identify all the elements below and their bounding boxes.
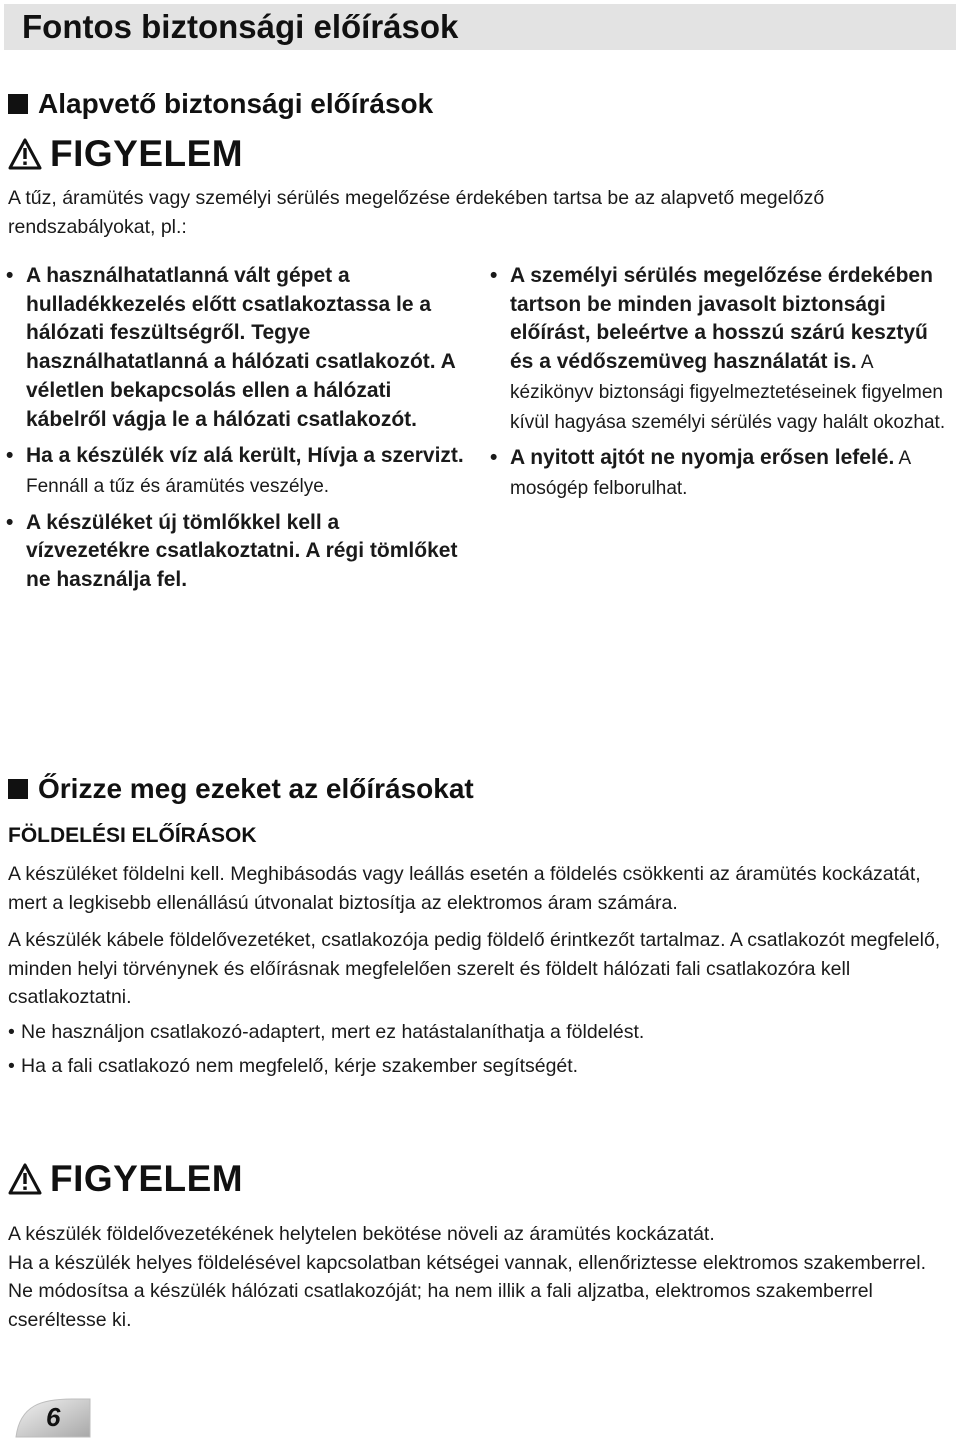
- section-title-text: Alapvető biztonsági előírások: [38, 88, 434, 119]
- list-item-normal-text: A mosógép felborulhat.: [510, 448, 911, 499]
- warning-triangle-icon: [8, 138, 42, 170]
- square-bullet-icon: [8, 94, 28, 114]
- list-item-bold-text: Ha a készülék víz alá került, Hívja a szervizt.: [26, 444, 464, 468]
- page-title: Fontos biztonsági előírások: [22, 8, 459, 45]
- grounding-bullet-list: [8, 1018, 948, 1085]
- section-title-basic: [8, 88, 433, 120]
- list-item-normal-text: A kézikönyv biztonsági figyelmeztetéseinek figyelmen kívül hagyása személyi sérülés vagy halált okozhat.: [510, 352, 946, 433]
- list-item: [6, 442, 468, 501]
- warning-text: A készülék földelővezetékének helytelen bekötése növeli az áramütés kockázatát. Ha a készülék helyes földelésével kapcsolatban kétségei vannak, ellenőriztesse elektromos szakemberrel. Ne módosítsa a készülék hálózati csatlakozóját; ha nem illik a fali aljzatba, elektromos szakemberrel cseréltesse ki.: [8, 1223, 927, 1331]
- warning-intro: A tűz, áramütés vagy személyi sérülés megelőzése érdekében tartsa be az alapvető megelőző rendszabályokat, pl.:: [8, 187, 825, 238]
- list-item-bold-text: A személyi sérülés megelőzése érdekében tartson be minden javasolt biztonsági előírást, beleértve a hosszú szárú kesztyű és a védőszemüveg használatát is.: [510, 264, 933, 374]
- list-item: [6, 509, 468, 596]
- list-item-bold-text: A készüléket új tömlőkkel kell a vízvezetékre csatlakoztatni. A régi tömlőket ne használja fel.: [26, 510, 458, 592]
- grounding-heading: FÖLDELÉSI ELŐÍRÁSOK: [8, 824, 257, 847]
- warning-heading-2: [8, 1158, 243, 1200]
- list-item-normal-text: Fennáll a tűz és áramütés veszélye.: [26, 475, 330, 497]
- page-number-badge: [12, 1395, 94, 1441]
- list-item-bold-text: A használhatatlanná vált gépet a hulladékkezelés előtt csatlakoztassa le a hálózati feszültségről. Tegye használhatatlanná a hálózati csatlakozót. A véletlen bekapcsolás ellen a hálózati kábelről vágja le a hálózati csatlakozót.: [26, 264, 456, 431]
- warning-label: FIGYELEM: [50, 133, 244, 174]
- right-bullet-list: [490, 262, 954, 511]
- warning-heading: [8, 133, 243, 175]
- list-item: [490, 262, 954, 437]
- list-item: • Ha a fali csatlakozó nem megfelelő, kérje szakember segítségét.: [8, 1052, 948, 1081]
- square-bullet-icon: [8, 779, 28, 799]
- page-header-bar: [4, 4, 956, 50]
- list-item: [6, 262, 468, 435]
- grounding-paragraph-1: A készüléket földelni kell. Meghibásodás vagy leállás esetén a földelés csökkenti az áramütés kockázatát, mert a legkisebb ellenállású útvonalat biztosítja az elektromos áram számára.: [8, 863, 921, 914]
- list-item-bold-text: A nyitott ajtót ne nyomja erősen lefelé.: [510, 446, 895, 470]
- section-title-keep: [8, 773, 474, 805]
- list-item: [490, 444, 954, 503]
- section-title-text: Őrizze meg ezeket az előírásokat: [38, 773, 474, 804]
- grounding-paragraph-2: A készülék kábele földelővezetéket, csatlakozója pedig földelő érintkezőt tartalmaz. A csatlakozót megfelelő, minden helyi törvénynek és előírásnak megfelelően szerelt és földelt hálózati fali csatlakozóra kell csatlakoztatni.: [8, 929, 941, 1008]
- left-bullet-list: [6, 262, 468, 603]
- list-item: • Ne használjon csatlakozó-adaptert, mert ez hatástalaníthatja a földelést.: [8, 1018, 948, 1047]
- warning-label: FIGYELEM: [50, 1158, 244, 1199]
- warning-triangle-icon: [8, 1163, 42, 1195]
- page-number: 6: [46, 1402, 61, 1432]
